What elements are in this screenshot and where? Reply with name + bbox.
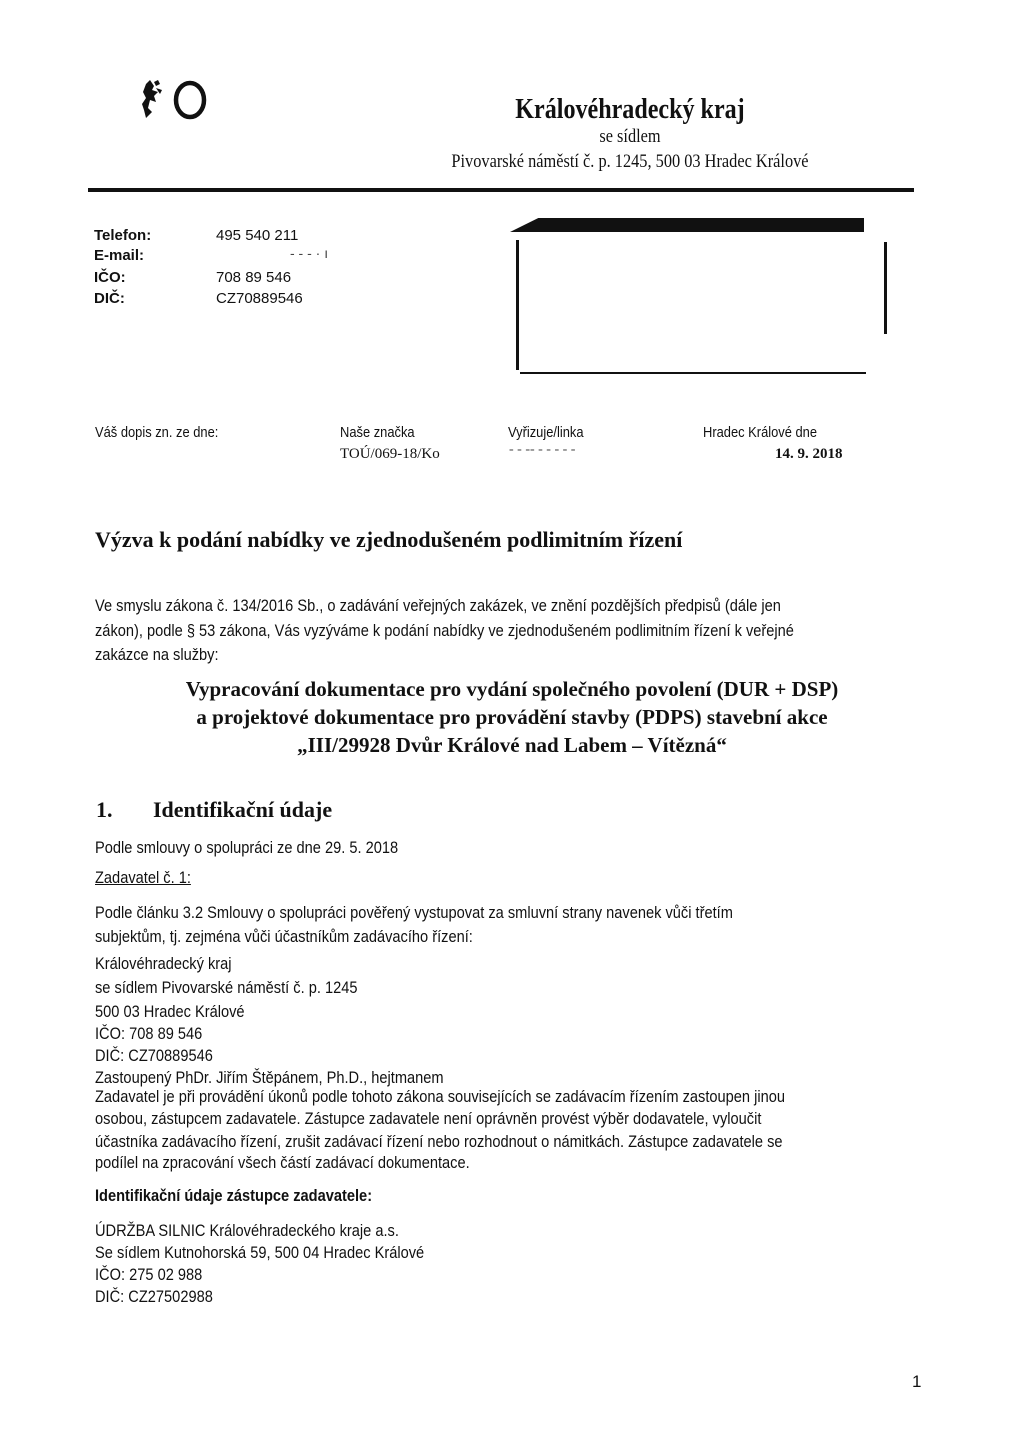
dic-value: CZ70889546	[216, 290, 303, 307]
header-divider	[88, 188, 914, 192]
organization-address: Pivovarské náměstí č. p. 1245, 500 03 Hradec Králové	[451, 151, 809, 172]
addressee-box-left	[516, 240, 519, 370]
phone-label: Telefon:	[94, 227, 152, 244]
document-title: Výzva k podání nabídky ve zjednodušeném podlimitním řízení	[95, 527, 683, 552]
authority-address-line: Zastoupený PhDr. Jiřím Štěpánem, Ph.D., hejtmanem	[95, 1068, 444, 1087]
our-ref-label: Naše značka	[340, 424, 415, 441]
representation-line: účastníka zadávacího řízení, zrušit zadávací řízení nebo rozhodnout o námitkách. Zástupce zadavatele se	[95, 1132, 783, 1151]
regional-emblem-icon	[140, 78, 210, 122]
authority-address-line: DIČ: CZ70889546	[95, 1046, 213, 1065]
intro-line: zakázce na služby:	[95, 645, 219, 664]
dic-label: DIČ:	[94, 290, 125, 307]
authority-address-line: se sídlem Pivovarské náměstí č. p. 1245	[95, 978, 358, 997]
ico-value: 708 89 546	[216, 269, 292, 286]
email-label: E-mail:	[94, 247, 145, 264]
email-value-redacted: - - - · ı	[290, 245, 329, 261]
representative-line: Se sídlem Kutnohorská 59, 500 04 Hradec Králové	[95, 1243, 425, 1262]
representative-heading: Identifikační údaje zástupce zadavatele:	[95, 1186, 373, 1205]
your-letter-label: Váš dopis zn. ze dne:	[95, 424, 219, 441]
addressee-box-right	[884, 242, 887, 334]
authority-address-line: Královéhradecký kraj	[95, 954, 232, 973]
page-number: 1	[912, 1372, 922, 1391]
organization-name: Královéhradecký kraj	[515, 94, 745, 125]
contract-subject-line: „III/29928 Dvůr Králové nad Labem – Vítězná“	[297, 733, 727, 757]
intro-line: zákon), podle § 53 zákona, Vás vyzýváme k podání nabídky ve zjednodušeném podlimitním řízení k veřejné	[95, 621, 794, 640]
contract-subject-line: Vypracování dokumentace pro vydání společného povolení (DUR + DSP)	[185, 677, 839, 701]
document-date: 14. 9. 2018	[775, 446, 843, 462]
representative-line: IČO: 275 02 988	[95, 1265, 203, 1284]
place-date-label: Hradec Králové dne	[703, 424, 818, 441]
authority-address-line: IČO: 708 89 546	[95, 1024, 203, 1043]
phone-value: 495 540 211	[216, 227, 299, 244]
handler-label: Vyřizuje/linka	[508, 424, 584, 441]
contract-subject-line: a projektové dokumentace pro provádění stavby (PDPS) stavební akce	[196, 705, 828, 729]
handler-value-redacted: - - -- - - - - -	[509, 442, 576, 457]
intro-line: Ve smyslu zákona č. 134/2016 Sb., o zadávání veřejných zakázek, ve znění pozdějších předpisů (dále jen	[95, 596, 781, 615]
section-number: 1.	[96, 797, 113, 822]
addressee-box-top	[510, 218, 864, 232]
contract-reference: Podle smlouvy o spolupráci ze dne 29. 5. 2018	[95, 838, 399, 857]
representation-line: osobou, zástupcem zadavatele. Zástupce zadavatele není oprávněn provést výběr dodavatele, vyloučit	[95, 1109, 762, 1128]
ico-label: IČO:	[94, 269, 126, 286]
addressee-box-bottom	[520, 372, 866, 374]
contracting-authority-label: Zadavatel č. 1:	[95, 868, 191, 887]
organization-seat: se sídlem	[599, 126, 661, 147]
authority-address-line: 500 03 Hradec Králové	[95, 1002, 245, 1021]
representation-line: podílel na zpracování všech částí zadávací dokumentace.	[95, 1153, 470, 1172]
article-line: subjektům, tj. zejména vůči účastníkům zadávacího řízení:	[95, 927, 473, 946]
our-ref-value: TOÚ/069-18/Ko	[340, 446, 440, 462]
representation-line: Zadavatel je při provádění úkonů podle tohoto zákona souvisejících se zadávacím řízením zastoupen jinou	[95, 1087, 785, 1106]
representative-line: DIČ: CZ27502988	[95, 1287, 213, 1306]
article-line: Podle článku 3.2 Smlouvy o spolupráci pověřený vystupovat za smluvní strany navenek vůči třetím	[95, 903, 733, 922]
section-title: Identifikační údaje	[153, 797, 333, 822]
representative-line: ÚDRŽBA SILNIC Královéhradeckého kraje a.s.	[95, 1221, 399, 1240]
